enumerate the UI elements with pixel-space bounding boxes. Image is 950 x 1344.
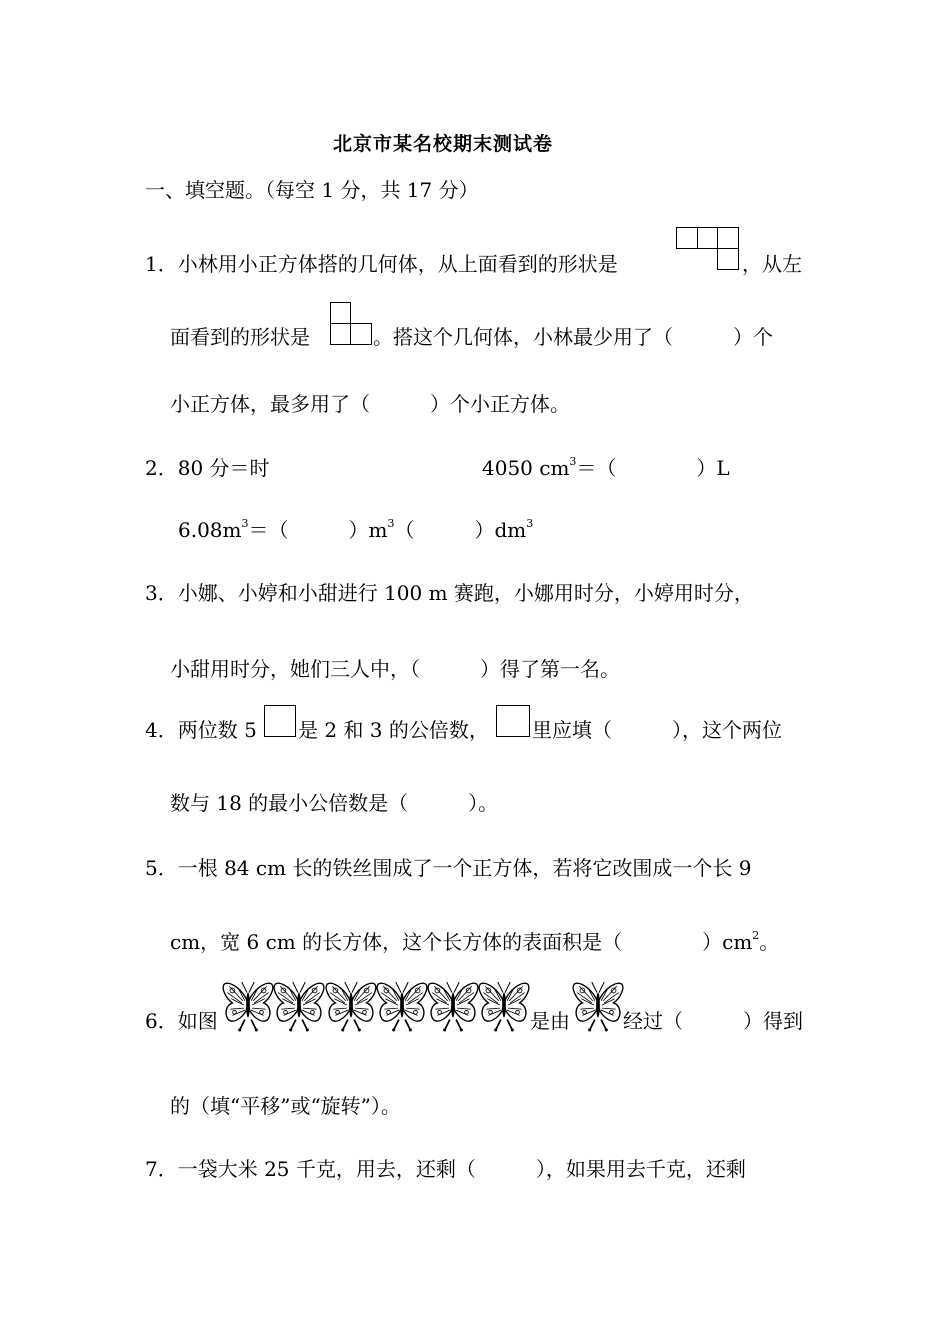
- q6-line2: 的（填“平移”或“旋转”）。: [170, 1094, 401, 1118]
- q3-line1: 3．小娜、小婷和小甜进行 100 m 赛跑，小娜用时分，小婷用时分，: [145, 581, 754, 605]
- q6-line1-c: 经过（ ）得到: [623, 1009, 803, 1033]
- q1-line1-text: 1．小林用小正方体搭的几何体，从上面看到的形状是: [145, 252, 618, 276]
- q3-line2: 小甜用时分，她们三人中，（ ）得了第一名。: [170, 657, 620, 681]
- q6-line1-b: 是由: [530, 1009, 570, 1033]
- butterfly-icon: [427, 978, 479, 1032]
- q5-line1: 5．一根 84 cm 长的铁丝围成了一个正方体，若将它改围成一个长 9: [145, 856, 752, 880]
- butterfly-icon: [376, 978, 428, 1032]
- butterfly-icon: [572, 978, 624, 1032]
- q1-line3: 小正方体，最多用了（ ）个小正方体。: [170, 392, 570, 416]
- q2-part-a: 2．80 分＝时: [145, 456, 270, 480]
- butterfly-icon: [325, 978, 377, 1032]
- q4-line1-a: 4．两位数 5: [145, 718, 257, 742]
- q1-line2-tail: 。搭这个几何体，小林最少用了（ ）个: [373, 325, 773, 349]
- q4-line2: 数与 18 的最小公倍数是（ ）。: [170, 791, 499, 815]
- digit-box-2: [496, 705, 530, 737]
- q4-line1-b: 是 2 和 3 的公倍数，: [298, 718, 489, 742]
- butterfly-icon: [478, 978, 530, 1032]
- butterfly-icon: [273, 978, 325, 1032]
- digit-box: [264, 705, 296, 737]
- top-view-figure: [676, 227, 740, 271]
- q2-part-c: $6.08m^3=$（ ）$m^3$（ ）$dm^3$: [178, 517, 534, 542]
- q1-line1-tail: ，从左: [742, 252, 802, 276]
- page-title: 北京市某名校期末测试卷: [333, 133, 554, 155]
- q1-line2-text: 面看到的形状是: [170, 325, 310, 349]
- butterfly-icon: [222, 978, 274, 1032]
- q4-line1-c: 里应填（ ），这个两位: [532, 718, 782, 742]
- q5-line2: cm，宽 6 cm 的长方体，这个长方体的表面积是（ ）$cm^2$。: [170, 929, 780, 954]
- section-heading: 一、填空题。（每空 1 分，共 17 分）: [145, 178, 479, 202]
- q2-part-b: 4050 $cm^3=$（ ）L: [482, 455, 730, 480]
- q7-line1: 7．一袋大米 25 千克，用去，还剩（ ），如果用去千克，还剩: [145, 1157, 746, 1181]
- left-view-figure: [330, 302, 374, 346]
- q6-line1-a: 6．如图: [145, 1009, 218, 1033]
